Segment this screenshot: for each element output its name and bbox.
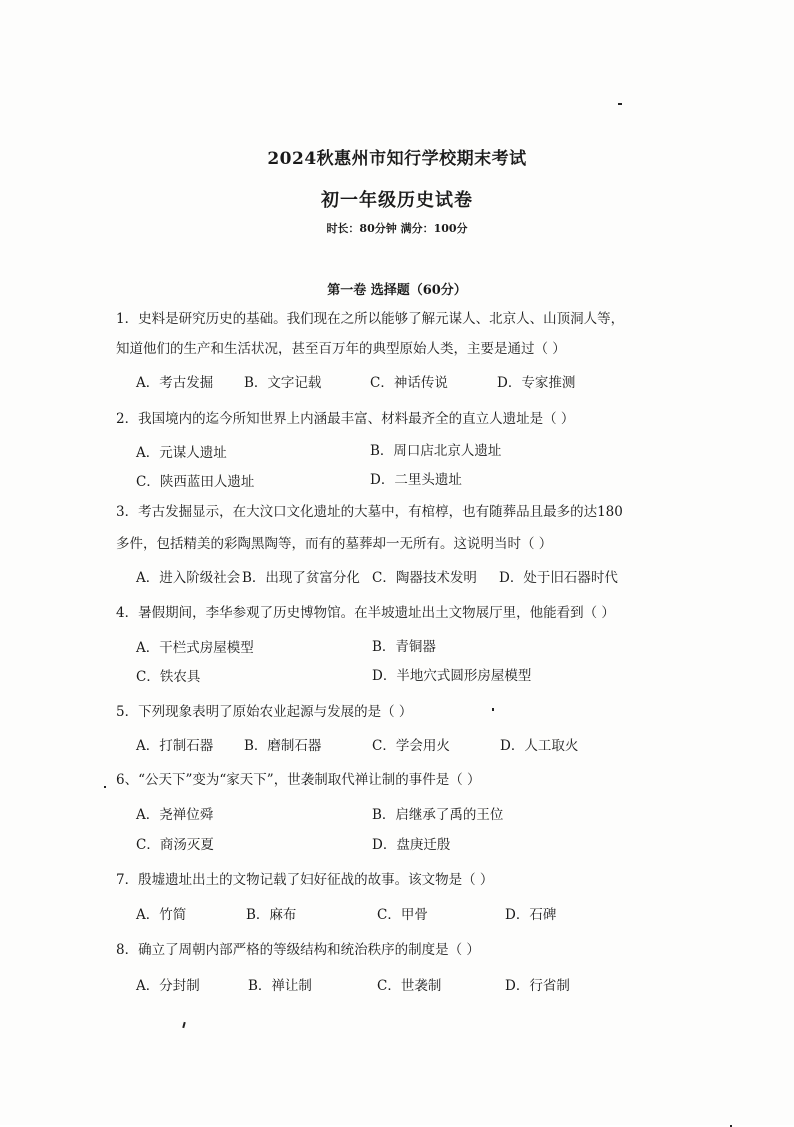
question-4-option-a: A．干栏式房屋模型 — [136, 640, 254, 656]
question-1-option-a: A．考古发掘 — [136, 375, 214, 391]
question-3-stem-line-2: 多件，包括精美的彩陶黑陶等，而有的墓葬却一无所有。这说明当时（ ） — [116, 536, 553, 552]
question-5-option-d: D．人工取火 — [500, 738, 579, 754]
question-1-option-d: D．专家推测 — [497, 375, 576, 391]
question-4-option-b: B．青铜器 — [372, 639, 436, 655]
question-6-stem: 6、“公天下”变为“家天下”，世袭制取代禅让制的事件是（ ） — [116, 772, 481, 788]
question-1-stem-line-1: 1．史料是研究历史的基础。我们现在之所以能够了解元谋人、北京人、山顶洞人等， — [116, 311, 625, 327]
question-3-stem-line-1: 3．考古发掘显示，在大汶口文化遗址的大墓中，有棺椁，也有随葬品且最多的达180 — [116, 504, 623, 520]
scan-speck — [104, 786, 106, 788]
question-2-option-b: B．周口店北京人遗址 — [370, 443, 502, 459]
question-6-option-d: D．盘庚迁殷 — [372, 837, 451, 853]
question-7-option-b: B．麻布 — [246, 907, 297, 923]
question-3-option-c: C．陶器技术发明 — [372, 570, 477, 586]
question-7-option-a: A．竹简 — [136, 907, 187, 923]
question-3-option-b: B．出现了贫富分化 — [242, 570, 360, 586]
question-1-stem-line-2: 知道他们的生产和生活状况，甚至百万年的典型原始人类，主要是通过（ ） — [116, 341, 566, 357]
scan-speck — [618, 103, 622, 105]
question-5-option-a: A．打制石器 — [136, 738, 214, 754]
question-5-stem: 5．下列现象表明了原始农业起源与发展的是（ ） — [116, 704, 413, 720]
question-2-option-a: A．元谋人遗址 — [136, 445, 227, 461]
question-5-option-b: B．磨制石器 — [244, 738, 322, 754]
question-3-option-a: A．进入阶级社会 — [136, 570, 241, 586]
question-7-option-c: C．甲骨 — [377, 907, 428, 923]
question-6-option-a: A．尧禅位舜 — [136, 807, 214, 823]
question-7-stem: 7．殷墟遗址出土的文物记载了妇好征战的故事。该文物是（ ） — [116, 872, 494, 888]
question-5-option-c: C．学会用火 — [372, 738, 450, 754]
question-6-option-b: B．启继承了禹的王位 — [372, 807, 504, 823]
question-4-option-d: D．半地穴式圆形房屋模型 — [372, 668, 532, 684]
question-1-option-b: B．文字记载 — [244, 375, 322, 391]
question-8-option-c: C．世袭制 — [377, 978, 442, 994]
question-3-option-d: D．处于旧石器时代 — [499, 570, 618, 586]
question-2-stem: 2．我国境内的迄今所知世界上内涵最丰富、材料最齐全的直立人遗址是（ ） — [116, 411, 575, 427]
scan-speck — [492, 708, 494, 711]
question-1-option-c: C．神话传说 — [370, 375, 448, 391]
question-8-option-b: B．禅让制 — [248, 978, 312, 994]
question-4-option-c: C．铁农具 — [136, 669, 201, 685]
section-title: 第一卷 选择题（60分） — [327, 283, 467, 298]
question-8-option-d: D．行省制 — [505, 978, 570, 994]
exam-meta: 时长：80分钟 满分：100分 — [326, 222, 468, 235]
question-8-stem: 8．确立了周朝内部严格的等级结构和统治秩序的制度是（ ） — [116, 942, 480, 958]
question-2-option-d: D．二里头遗址 — [370, 472, 462, 488]
question-2-option-c: C．陕西蓝田人遗址 — [136, 474, 255, 490]
question-4-stem: 4．暑假期间，李华参观了历史博物馆。在半坡遗址出土文物展厅里，他能看到（ ） — [116, 605, 615, 621]
exam-subtitle: 初一年级历史试卷 — [321, 190, 473, 211]
exam-title: 2024秋惠州市知行学校期末考试 — [267, 149, 527, 169]
scan-speck — [182, 1022, 185, 1028]
question-8-option-a: A．分封制 — [136, 978, 200, 994]
question-6-option-c: C．商汤灭夏 — [136, 837, 214, 853]
question-7-option-d: D．石碑 — [505, 907, 557, 923]
